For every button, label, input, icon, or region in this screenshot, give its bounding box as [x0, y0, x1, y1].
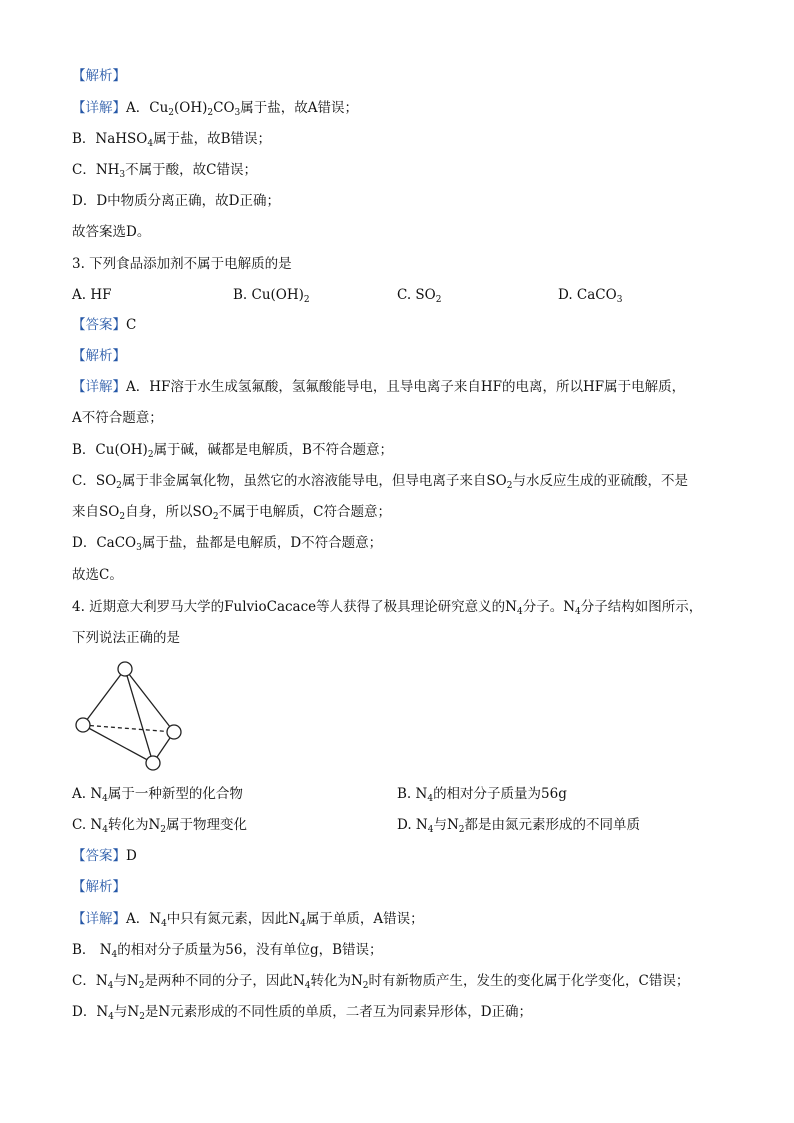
bond-top-left	[83, 669, 125, 725]
answer-tag: 【答案】	[72, 848, 126, 864]
q3-detail-a-cont: A不符合题意；	[72, 410, 163, 426]
analysis-tag: 【解析】	[72, 348, 126, 364]
q4-detail-b: B． $N_4$的相对分子质量为56，没有单位g，B错误；	[72, 942, 383, 960]
q3-option-a: A. HF	[72, 287, 112, 303]
q4-detail-a: 【详解】A．$N_4$中只有氮元素，因此$N_4$属于单质，A错误；	[72, 911, 424, 929]
q4-option-c: C. $N_4$转化为$N_2$属于物理变化	[72, 817, 248, 835]
detail-tag: 【详解】	[72, 100, 126, 116]
q2-detail-b: B．NaHSO$_4$属于盐，故B错误；	[72, 131, 272, 149]
n4-molecule-diagram	[70, 655, 190, 775]
q3-detail-c: C．$SO_2$属于非金属氧化物，虽然它的水溶液能导电，但导电离子来自$SO_2$与水反应生成的亚硫酸，不是	[72, 473, 688, 491]
analysis-tag: 【解析】	[72, 879, 126, 895]
q4-answer: 【答案】D	[72, 848, 137, 864]
bond-left-right-hidden	[83, 725, 174, 732]
q4-option-d: D. $N_4$与$N_2$都是由氮元素形成的不同单质	[397, 817, 641, 835]
q3-answer: 【答案】C	[72, 317, 137, 333]
bond-top-bottom	[125, 669, 153, 763]
bond-top-right	[125, 669, 174, 732]
q2-detail-d: D．D中物质分离正确，故D正确；	[72, 193, 280, 209]
q4-stem-cont: 下列说法正确的是	[72, 630, 180, 646]
detail-tag: 【详解】	[72, 379, 126, 395]
q4-detail-d: D．$N_4$与$N_2$是N元素形成的不同性质的单质，二者互为同素异形体，D正确；	[72, 1004, 533, 1022]
q4-detail-c: C．$N_4$与$N_2$是两种不同的分子，因此$N_4$转化为$N_2$时有新物质产生，发生的变化属于化学变化，C错误；	[72, 973, 690, 991]
q3-detail-b: B．$Cu(OH)_2$属于碱，碱都是电解质，B不符合题意；	[72, 442, 393, 460]
q3-detail-a: 【详解】A．HF溶于水生成氢氟酸，氢氟酸能导电，且导电离子来自HF的电离，所以HF属于电解质，	[72, 379, 686, 395]
analysis-tag: 【解析】	[72, 68, 126, 84]
q3-conclusion: 故选C。	[72, 567, 123, 583]
bond-left-bottom	[83, 725, 153, 763]
n-atom-bottom	[146, 756, 160, 770]
q3-option-c: C. $SO_2$	[397, 287, 442, 305]
q2-conclusion: 故答案选D。	[72, 224, 151, 240]
q3-stem: 3. 下列食品添加剂不属于电解质的是	[72, 256, 292, 272]
n-atom-left	[76, 718, 90, 732]
q4-option-a: A. $N_4$属于一种新型的化合物	[72, 786, 243, 804]
q4-option-b: B. $N_4$的相对分子质量为56g	[397, 786, 567, 804]
q3-option-b: B. $Cu(OH)_2$	[233, 287, 310, 305]
answer-tag: 【答案】	[72, 317, 126, 333]
q3-option-d: D. CaCO$_3$	[558, 287, 623, 305]
q2-detail-a: 【详解】A．$Cu_2(OH)_2CO_3$属于盐，故A错误；	[72, 100, 359, 118]
q3-detail-c-cont: 来自$SO_2$自身，所以$SO_2$不属于电解质，C符合题意；	[72, 504, 391, 522]
q2-detail-c: C．$NH_3$不属于酸，故C错误；	[72, 162, 257, 180]
q3-detail-d: D．CaCO$_3$属于盐，盐都是电解质，D不符合题意；	[72, 535, 383, 553]
q4-stem: 4. 近期意大利罗马大学的FulvioCacace等人获得了极具理论研究意义的$N_4$分子。$N_4$分子结构如图所示，	[72, 599, 703, 617]
detail-tag: 【详解】	[72, 911, 126, 927]
n-atom-top	[118, 662, 132, 676]
n-atom-right	[167, 725, 181, 739]
